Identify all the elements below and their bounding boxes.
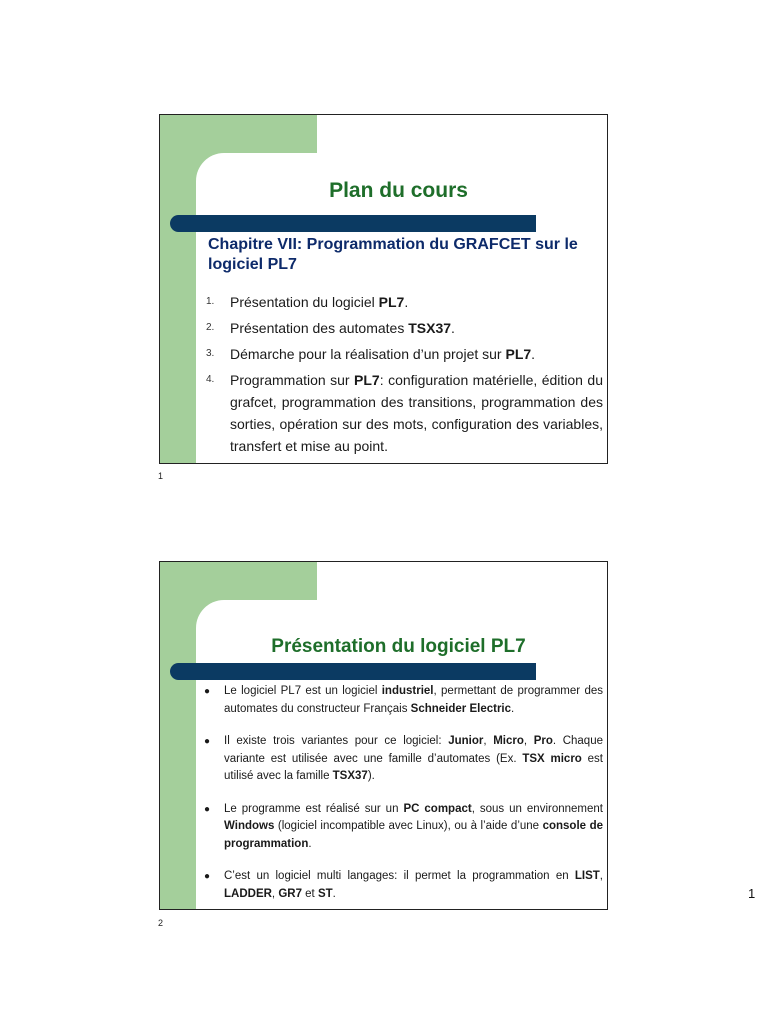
bold-text: LADDER xyxy=(224,887,272,900)
text: Démarche pour la réalisation d’un projet sur xyxy=(230,346,506,362)
text: , xyxy=(523,735,534,747)
list-number: 2. xyxy=(206,322,215,333)
list-item-text xyxy=(224,801,603,854)
text: . xyxy=(511,702,515,715)
text: et xyxy=(301,887,318,900)
list-item xyxy=(202,868,603,903)
text: Il existe trois variantes pour ce logiciel: xyxy=(224,735,449,747)
list-number: 1. xyxy=(206,296,215,307)
text: est utilisé avec la famille xyxy=(224,752,603,782)
text: , permettant de programmer des automates du constructeur Français xyxy=(224,685,603,715)
text: . Chaque variante est utilisée avec une famille d’automates (Ex. xyxy=(224,735,603,765)
list-item-text xyxy=(224,868,603,903)
slide-1 xyxy=(159,114,608,464)
text: , xyxy=(483,735,494,747)
list-item xyxy=(204,343,603,365)
slide-subtitle: Chapitre VII: Programmation du GRAFCET sur le logiciel PL7 xyxy=(208,236,578,273)
bold-text: Micro xyxy=(493,735,524,747)
text: Le logiciel PL7 est un logiciel xyxy=(224,685,382,697)
bullet-icon: ● xyxy=(204,686,211,697)
text: , xyxy=(599,870,603,882)
slide-title: Présentation du logiciel PL7 xyxy=(271,636,526,657)
bullet-icon: ● xyxy=(204,803,211,815)
bold-text: industriel xyxy=(381,685,434,697)
bold-text: PC compact xyxy=(403,802,472,815)
list-item-text xyxy=(230,343,603,365)
text: . xyxy=(531,346,536,362)
bold-text: Windows xyxy=(224,820,275,832)
text: C’est un logiciel multi langages: il permet la programmation en xyxy=(224,870,575,882)
list-item xyxy=(202,801,603,854)
bold-text: ST xyxy=(317,887,333,900)
text: Présentation du logiciel xyxy=(230,294,379,310)
list-number: 4. xyxy=(206,374,215,385)
bullet-list xyxy=(202,683,603,910)
title-underline-band xyxy=(170,215,536,232)
text: Programmation sur xyxy=(230,372,355,388)
bold-text: TSX37 xyxy=(408,320,452,336)
slide-title: Plan du cours xyxy=(329,179,468,202)
text: , sous un environnement xyxy=(471,802,603,815)
list-item xyxy=(204,369,603,457)
text: . xyxy=(308,837,312,850)
text: : configuration matérielle, édition du grafcet, programmation des transitions, programmation des sorties, opération sur des mots, configuration des variables, transfert et mise au point. xyxy=(230,372,603,454)
bold-text: Pro xyxy=(533,735,553,747)
text: . xyxy=(404,294,409,310)
text: , xyxy=(271,887,279,900)
bold-text: TSX37 xyxy=(332,770,368,782)
bold-text: Schneider Electric xyxy=(410,702,512,715)
list-item-text xyxy=(224,683,603,718)
bold-text: LIST xyxy=(574,870,600,882)
bold-text: PL7 xyxy=(505,346,532,362)
bullet-icon: ● xyxy=(204,871,211,882)
list-item-text xyxy=(224,733,603,786)
bullet-icon: ● xyxy=(204,736,211,747)
title-underline-band xyxy=(170,663,536,680)
list-item-text xyxy=(230,317,603,339)
text: . xyxy=(332,887,336,900)
slide-page-number: 1 xyxy=(158,471,164,481)
bold-text: PL7 xyxy=(378,294,405,310)
bold-text: console de programmation xyxy=(224,820,603,850)
list-number: 3. xyxy=(206,348,215,359)
text: ). xyxy=(367,770,375,782)
document-page-number: 1 xyxy=(748,886,756,901)
text: Le programme est réalisé sur un xyxy=(224,802,404,815)
course-outline-list xyxy=(204,291,603,461)
text: (logiciel incompatible avec Linux), ou à l’aide d’une xyxy=(274,820,543,832)
bold-text: GR7 xyxy=(278,887,302,900)
slide-page-number: 2 xyxy=(158,918,164,928)
list-item xyxy=(204,317,603,339)
slide-2 xyxy=(159,561,608,910)
text: Présentation des automates xyxy=(230,320,409,336)
bold-text: Junior xyxy=(448,735,484,747)
list-item-text xyxy=(230,291,603,313)
bold-text: PL7 xyxy=(354,372,380,388)
list-item-text xyxy=(230,369,603,457)
bold-text: TSX micro xyxy=(522,752,582,765)
list-item xyxy=(204,291,603,313)
list-item xyxy=(202,683,603,718)
list-item xyxy=(202,733,603,786)
text: . xyxy=(451,320,455,336)
